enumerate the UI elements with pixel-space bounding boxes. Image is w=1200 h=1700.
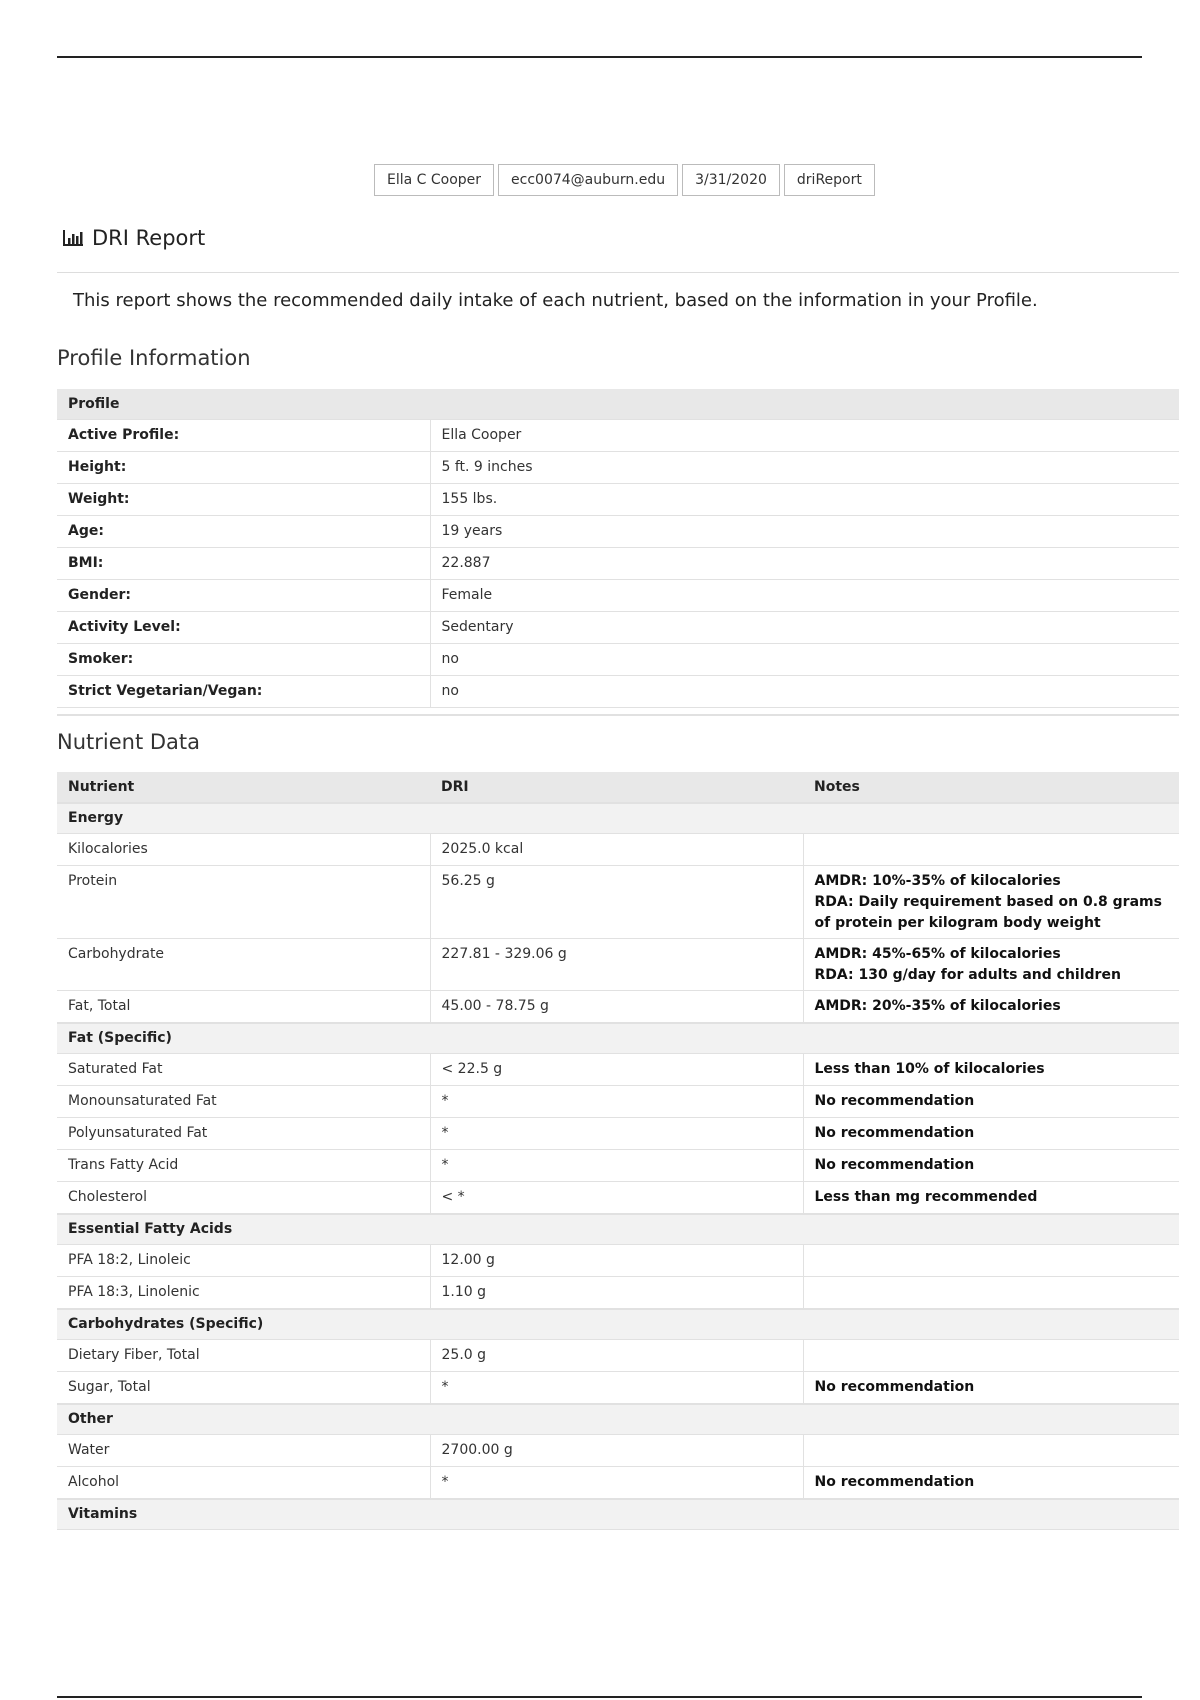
- nutrient-group-name: Energy: [57, 803, 1179, 834]
- meta-email: ecc0074@auburn.edu: [498, 164, 678, 196]
- nutrient-dri: 56.25 g: [430, 866, 803, 939]
- page-title: [62, 226, 205, 250]
- nutrient-row: [57, 834, 1179, 866]
- nutrient-notes: [803, 1118, 1179, 1150]
- nutrient-row: [57, 1245, 1179, 1277]
- nutrient-row: [57, 866, 1179, 939]
- nutrient-notes: [803, 834, 1179, 866]
- nutrient-dri: *: [430, 1467, 803, 1500]
- nutrient-notes: [803, 1182, 1179, 1215]
- report-intro: This report shows the recommended daily intake of each nutrient, based on the information in your Profile.: [73, 290, 1038, 311]
- nutrient-row: [57, 939, 1179, 991]
- report-title-text: DRI Report: [92, 226, 206, 250]
- profile-value: Female: [430, 580, 1179, 612]
- nutrient-row: [57, 1150, 1179, 1182]
- nutrient-notes: [803, 1054, 1179, 1086]
- meta-user-name: Ella C Cooper: [374, 164, 494, 196]
- profile-label: Strict Vegetarian/Vegan:: [57, 676, 430, 708]
- profile-value: 155 lbs.: [430, 484, 1179, 516]
- nutrient-dri: 2025.0 kcal: [430, 834, 803, 866]
- meta-report-id: driReport: [784, 164, 875, 196]
- profile-row: [57, 484, 1179, 516]
- profile-value: 5 ft. 9 inches: [430, 452, 1179, 484]
- profile-label: Smoker:: [57, 644, 430, 676]
- profile-row: [57, 452, 1179, 484]
- nutrient-name: PFA 18:3, Linolenic: [57, 1277, 430, 1310]
- nutrient-name: Sugar, Total: [57, 1372, 430, 1405]
- nutrient-dri: 12.00 g: [430, 1245, 803, 1277]
- profile-row: [57, 580, 1179, 612]
- note-line: RDA: 130 g/day for adults and children: [814, 967, 1121, 983]
- nutrient-name: Fat, Total: [57, 991, 430, 1024]
- nutrient-name: Carbohydrate: [57, 939, 430, 991]
- nutrient-row: [57, 1340, 1179, 1372]
- nutrient-group-row: [57, 1499, 1179, 1530]
- profile-label: Height:: [57, 452, 430, 484]
- page-top-rule: [57, 56, 1142, 58]
- title-divider: [57, 272, 1179, 273]
- nutrient-group-row: [57, 803, 1179, 834]
- nutrient-row: [57, 1054, 1179, 1086]
- nutrient-notes: [803, 1086, 1179, 1118]
- nutrient-dri: 1.10 g: [430, 1277, 803, 1310]
- profile-label: Active Profile:: [57, 420, 430, 452]
- note-line: No recommendation: [814, 1379, 975, 1395]
- profile-value: no: [430, 676, 1179, 708]
- nutrient-row: [57, 1118, 1179, 1150]
- page-bottom-rule: [57, 1696, 1142, 1698]
- nutrient-dri: < *: [430, 1182, 803, 1215]
- profile-label: Activity Level:: [57, 612, 430, 644]
- nutrient-group-row: [57, 1214, 1179, 1245]
- report-meta-bar: [374, 164, 875, 196]
- nutrient-notes: [803, 866, 1179, 939]
- nutrient-group-row: [57, 1023, 1179, 1054]
- nutrient-name: Trans Fatty Acid: [57, 1150, 430, 1182]
- profile-value: no: [430, 644, 1179, 676]
- nutrient-group-row: [57, 1309, 1179, 1340]
- nutrient-name: Water: [57, 1435, 430, 1467]
- nutrient-group-name: Essential Fatty Acids: [57, 1214, 1179, 1245]
- bar-chart-icon: [62, 229, 84, 247]
- profile-value: 22.887: [430, 548, 1179, 580]
- nutrient-row: [57, 1086, 1179, 1118]
- note-line: Less than mg recommended: [814, 1189, 1038, 1205]
- note-line: Less than 10% of kilocalories: [814, 1061, 1045, 1077]
- nutrient-notes: [803, 939, 1179, 991]
- nutrient-heading: Nutrient Data: [57, 730, 201, 754]
- nutrient-notes: [803, 1467, 1179, 1500]
- nutrient-notes: [803, 1372, 1179, 1405]
- note-line: No recommendation: [814, 1157, 975, 1173]
- nutrient-row: [57, 1182, 1179, 1215]
- nutrient-group-name: Vitamins: [57, 1499, 1179, 1530]
- profile-row: [57, 548, 1179, 580]
- nutrient-row: [57, 991, 1179, 1024]
- profile-label: Age:: [57, 516, 430, 548]
- nutrient-notes: [803, 1277, 1179, 1310]
- profile-value: Sedentary: [430, 612, 1179, 644]
- profile-table: [57, 389, 1179, 708]
- meta-date: 3/31/2020: [682, 164, 780, 196]
- note-line: No recommendation: [814, 1093, 975, 1109]
- nutrient-name: PFA 18:2, Linoleic: [57, 1245, 430, 1277]
- profile-table-end-rule: [57, 714, 1179, 716]
- note-line: AMDR: 45%-65% of kilocalories: [814, 946, 1061, 962]
- note-line: AMDR: 10%-35% of kilocalories: [814, 873, 1061, 889]
- nutrient-notes: [803, 991, 1179, 1024]
- column-header-nutrient: Nutrient: [57, 772, 430, 803]
- profile-row: [57, 612, 1179, 644]
- nutrient-row: [57, 1277, 1179, 1310]
- nutrient-dri: *: [430, 1150, 803, 1182]
- nutrient-row: [57, 1435, 1179, 1467]
- nutrient-dri: *: [430, 1372, 803, 1405]
- profile-table-header: Profile: [57, 389, 1179, 420]
- nutrient-name: Cholesterol: [57, 1182, 430, 1215]
- nutrient-dri: *: [430, 1118, 803, 1150]
- nutrient-name: Saturated Fat: [57, 1054, 430, 1086]
- note-line: No recommendation: [814, 1125, 975, 1141]
- profile-label: BMI:: [57, 548, 430, 580]
- nutrient-table: [57, 772, 1179, 1530]
- nutrient-dri: *: [430, 1086, 803, 1118]
- nutrient-notes: [803, 1340, 1179, 1372]
- profile-label: Weight:: [57, 484, 430, 516]
- nutrient-notes: [803, 1245, 1179, 1277]
- nutrient-name: Protein: [57, 866, 430, 939]
- nutrient-group-row: [57, 1404, 1179, 1435]
- nutrient-group-name: Fat (Specific): [57, 1023, 1179, 1054]
- nutrient-name: Alcohol: [57, 1467, 430, 1500]
- note-line: AMDR: 20%-35% of kilocalories: [814, 998, 1061, 1014]
- nutrient-dri: 227.81 - 329.06 g: [430, 939, 803, 991]
- nutrient-name: Polyunsaturated Fat: [57, 1118, 430, 1150]
- nutrient-name: Monounsaturated Fat: [57, 1086, 430, 1118]
- profile-row: [57, 644, 1179, 676]
- nutrient-name: Dietary Fiber, Total: [57, 1340, 430, 1372]
- nutrient-row: [57, 1372, 1179, 1405]
- profile-row: [57, 420, 1179, 452]
- profile-row: [57, 676, 1179, 708]
- nutrient-row: [57, 1467, 1179, 1500]
- nutrient-notes: [803, 1150, 1179, 1182]
- column-header-dri: DRI: [430, 772, 803, 803]
- column-header-notes: Notes: [803, 772, 1179, 803]
- note-line: No recommendation: [814, 1474, 975, 1490]
- profile-label: Gender:: [57, 580, 430, 612]
- profile-row: [57, 516, 1179, 548]
- profile-value: 19 years: [430, 516, 1179, 548]
- nutrient-notes: [803, 1435, 1179, 1467]
- nutrient-dri: 45.00 - 78.75 g: [430, 991, 803, 1024]
- nutrient-group-name: Carbohydrates (Specific): [57, 1309, 1179, 1340]
- nutrient-dri: 25.0 g: [430, 1340, 803, 1372]
- nutrient-name: Kilocalories: [57, 834, 430, 866]
- profile-heading: Profile Information: [57, 346, 251, 370]
- note-line: RDA: Daily requirement based on 0.8 grams of protein per kilogram body weight: [814, 894, 1162, 931]
- nutrient-dri: 2700.00 g: [430, 1435, 803, 1467]
- profile-value: Ella Cooper: [430, 420, 1179, 452]
- nutrient-dri: < 22.5 g: [430, 1054, 803, 1086]
- nutrient-group-name: Other: [57, 1404, 1179, 1435]
